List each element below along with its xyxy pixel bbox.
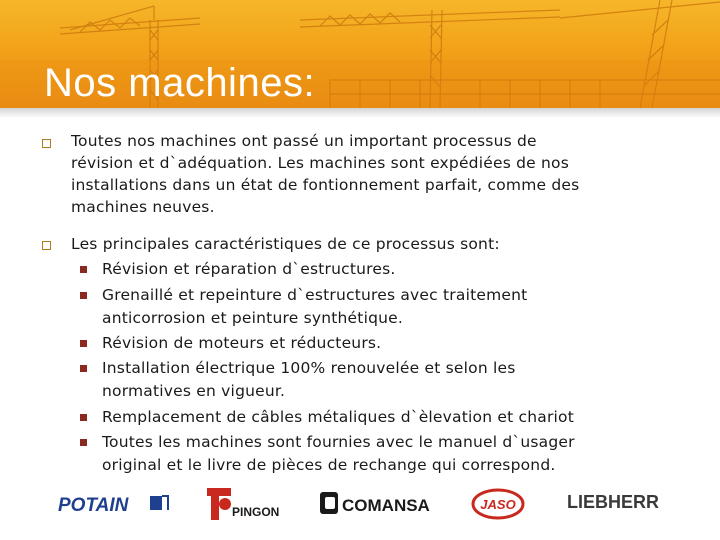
potain-logo [56,486,176,522]
bullet-2 [71,233,500,255]
comansa-logo-text: COMANSA [342,496,430,515]
potain-logo-text: POTAIN [58,495,129,516]
liebherr-logo [565,486,675,522]
bullet-1-line-3: installations dans un état de fontionnement parfait, comme des [71,176,580,194]
sub-item-5 [102,406,574,429]
sub-item-1 [102,258,396,281]
liebherr-logo-text: LIEBHERR [567,492,660,512]
sub-item-3-line-1: Révision de moteurs et réducteurs. [102,334,382,352]
sub-item-2 [102,284,527,329]
bullet-1-line-2: révision et d`adéquation. Les machines sont expédiées de nos [71,154,569,172]
sub-bullet-icon [80,292,87,299]
sub-bullet-icon [80,439,87,446]
comansa-logo [318,486,433,522]
sub-item-4-line-1: Installation électrique 100% renouvelée et selon les [102,359,516,377]
bullet-1-line-4: machines neuves. [71,198,215,216]
sub-bullet-icon [80,340,87,347]
pingon-logo [205,484,285,524]
sub-item-2-line-1: Grenaillé et repeinture d`estructures avec traitement [102,286,528,304]
bullet-box-icon [42,139,51,148]
sub-item-4 [102,357,516,402]
sub-bullet-icon [80,266,87,273]
sub-item-6-line-1: Toutes les machines sont fournies avec le manuel d`usager [102,433,575,451]
sub-item-3 [102,332,381,355]
sub-item-6 [102,431,575,476]
sub-item-5-line-1: Remplacement de câbles métaliques d`èlevation et chariot [102,408,574,426]
bullet-1 [71,130,579,218]
sub-bullet-icon [80,414,87,421]
brand-logos [0,480,720,530]
sub-item-4-line-2: normatives en vigueur. [102,381,286,400]
bullet-2-line-1: Les principales caractéristiques de ce processus sont: [71,235,500,253]
slide-header [0,0,720,108]
sub-item-2-line-2: anticorrosion et peinture synthétique. [102,308,404,327]
sub-item-1-line-1: Révision et réparation d`estructures. [102,260,396,278]
pingon-logo-text: PINGON [232,505,280,519]
sub-bullet-icon [80,365,87,372]
bullet-1-line-1: Toutes nos machines ont passé un important processus de [71,132,537,150]
jaso-logo-text: JASO [480,497,516,512]
jaso-logo [470,486,526,522]
header-shadow [0,108,720,118]
slide-title: Nos machines: [44,61,316,105]
bullet-box-icon [42,241,51,250]
sub-item-6-line-2: original et le livre de pièces de rechange qui correspond. [102,455,556,474]
